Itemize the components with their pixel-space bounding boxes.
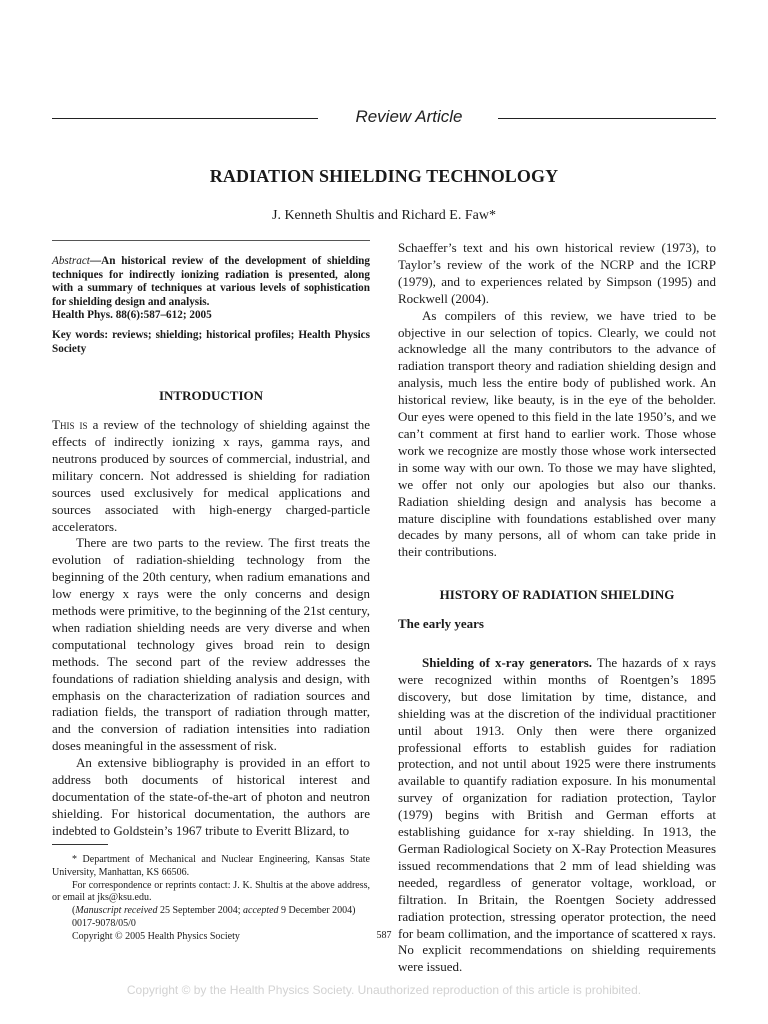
manuscript-received-date: 25 September 2004; <box>157 905 243 917</box>
accepted-label: accepted <box>243 905 279 917</box>
manuscript-received-label: Manuscript received <box>75 905 158 917</box>
abstract-citation: Health Phys. 88(6):587–612; 2005 <box>52 309 212 322</box>
page-number: 587 <box>376 930 392 941</box>
footnote-rule <box>52 844 108 845</box>
header-rule-right <box>498 118 716 119</box>
left-column <box>52 240 370 840</box>
footnote-correspondence: For correspondence or reprints contact: J. K. Shultis at the above address, or email at jks@ksu.edu. <box>52 879 370 904</box>
section-label: Review Article <box>355 107 463 126</box>
intro-paragraph-2: There are two parts to the review. The first treats the evolution of radiation-shielding technology from the beginning of the 20th century, when radium emanations and low energy x rays were the only concerns and design methods were primitive, to the beginning of the 21st century, when radiation shielding needs are very diverse and when computational technology gives broad rein to design methods. The second part of the review addresses the foundations of radiation shielding analysis and design, with emphasis on the characterization of radiation sources and radiation fields, the transport of radiation through matter, and the conversion of radiation intensities into radiation doses meaningful in the assessment of risk. <box>52 535 370 754</box>
footnote-copyright: Copyright © 2005 Health Physics Society <box>72 930 240 942</box>
introduction-heading: INTRODUCTION <box>158 388 263 404</box>
footnote-manuscript: (Manuscript received 25 September 2004; accepted 9 December 2004) <box>72 905 356 917</box>
keywords <box>52 329 370 356</box>
footnote-department: * Department of Mechanical and Nuclear Engineering, Kansas State University, Manhattan, KS 66506. <box>52 854 370 878</box>
keywords-label: Key words: <box>52 328 109 341</box>
intro-paragraph-3: An extensive bibliography is provided in an effort to address both documents of historical interest and documentation of the state-of-the-art of photon and neutron shielding. For historical documentation, the authors are indebted to Goldstein’s 1967 tribute to Everitt Blizard, to <box>52 755 370 838</box>
accepted-date: 9 December 2004 <box>278 905 353 917</box>
intro-paragraph-1 <box>52 417 370 535</box>
xray-runin-heading: Shielding of x-ray generators. <box>422 655 593 671</box>
history-heading: HISTORY OF RADIATION SHIELDING <box>439 587 675 603</box>
intro-p1-text: a review of the technology of shielding against the effects of indirectly ionizing x rays, gamma rays, and neutrons produced by sources of commercial, industrial, and military concern. Not addressed is shielding for radiation sources used exclusively for medical applications and sources associated with high-energy charged-particle accelerators. <box>52 417 371 534</box>
xray-text: The hazards of x rays were recognized within months of Roentgen’s 1895 discovery, but dose limitation by time, distance, and shielding was at the discretion of the individual practitioner until about 1913. Only then were there organized professional efforts to establish guides for radiation protection, and not until about 1925 were there instruments available to quantify radiation exposure. In his monumental survey of organization for radiation protection, Taylor (1979) begins with British and German efforts at establishing guidance for x-ray shielding. In 1913, the German Radiological Society on X-Ray Protection Measures issued recommendations that 2 mm of lead shielding was needed, regardless of generator voltage, workload, or filtration. In Britain, the Roentgen Society addressed radiation protection, stressing operator protection, the need for beam collimation, and the importance of scattered x rays. No explicit recommendations on shielding requirements were issued. <box>398 655 716 975</box>
header-rule-left <box>52 118 318 119</box>
abstract-text: An historical review of the development of shielding techniques for indirectly ionizing radiation is presented, along with a summary of techniques at various levels of sophistication for shielding design and analysis. <box>52 255 370 308</box>
section-header <box>52 106 716 130</box>
copyright-watermark: Copyright © by the Health Physics Society. Unauthorized reproduction of this article is prohibited. <box>126 983 642 997</box>
right-column <box>398 240 716 976</box>
abstract-paragraph <box>52 255 370 309</box>
abstract-label: Abstract <box>52 255 90 267</box>
article-title: RADIATION SHIELDING TECHNOLOGY <box>209 166 559 186</box>
early-years-heading: The early years <box>398 616 484 632</box>
abstract-dash: — <box>89 255 102 267</box>
footnotes <box>52 844 370 944</box>
compilers-paragraph: As compilers of this review, we have tried to be objective in our selection of topics. Clearly, we could not acknowledge all the many contributors to the advance of radiation transport theory and radiation shielding design and analysis, much less the entire body of published work. An historical review, like beauty, is in the eye of the beholder. Our eyes were opened to this field in the late 1950’s, and we can’t comment at first hand to earlier work. Those whose work we recognize are mostly those whose work intersected in some way with our own. To those we may have slighted, we offer not only our apologies but also our thanks. Radiation shielding design and analysis has become a mature discipline with foundations established over many decades by many persons, all of whom can take pride in their contributions. <box>398 307 716 560</box>
xray-paragraph <box>398 655 716 976</box>
footnote-issn: 0017-9078/05/0 <box>72 917 136 929</box>
article-authors: J. Kenneth Shultis and Richard E. Faw* <box>272 208 496 223</box>
continued-paragraph: Schaeffer’s text and his own historical review (1973), to Taylor’s review of the work of the NCRP and the ICRP (1979), and to experiences related by Simpson (1995) and Rockwell (2004). <box>398 240 716 306</box>
intro-lead-word: This is <box>52 417 88 433</box>
keywords-text: reviews; shielding; historical profiles; Health Physics Society <box>52 328 370 355</box>
abstract-block <box>52 240 370 356</box>
